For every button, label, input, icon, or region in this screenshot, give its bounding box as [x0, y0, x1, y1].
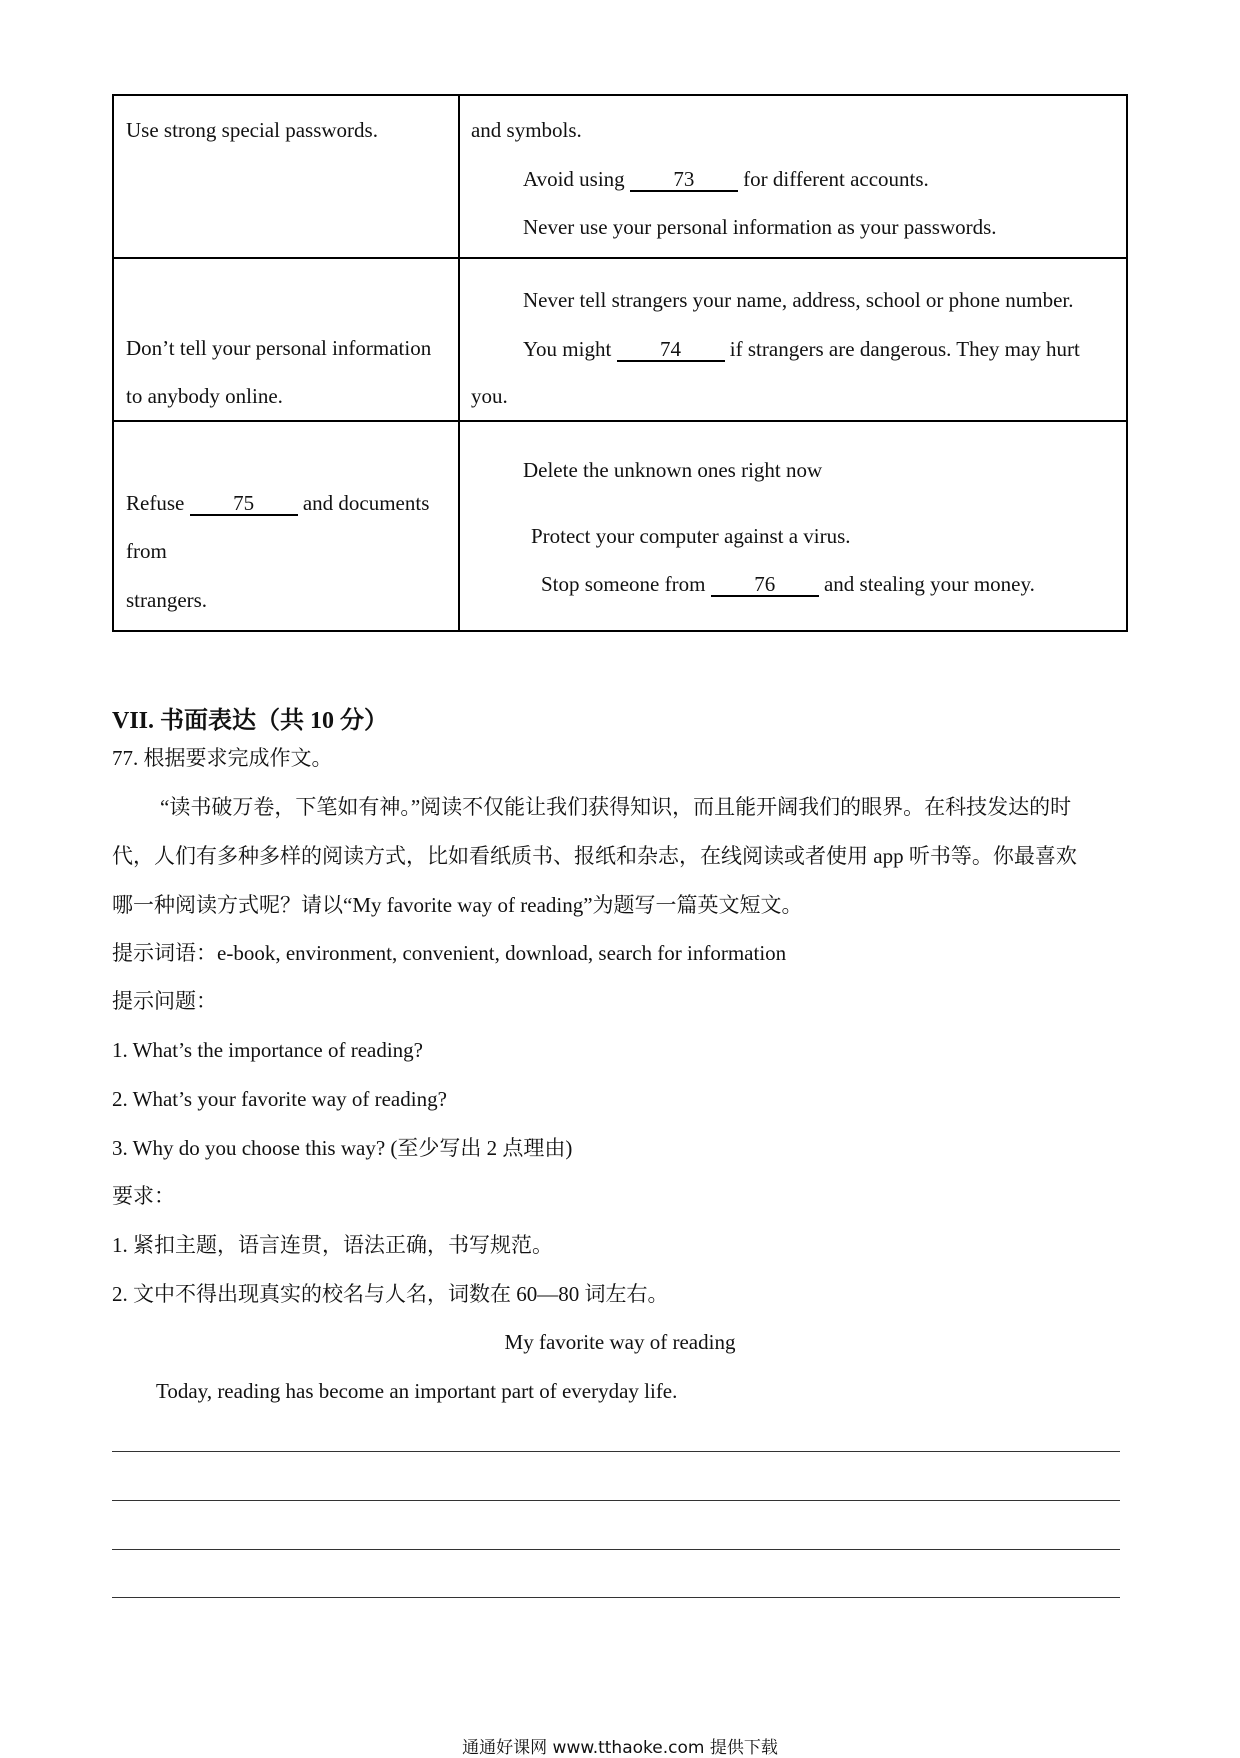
- cell-text: strangers.: [126, 588, 208, 612]
- cell-text: if strangers are dangerous. They may hurt: [729, 337, 1080, 361]
- table-cell-right: [459, 95, 1127, 258]
- table-cell-right: [459, 258, 1127, 421]
- requirement-item: 1. 紧扣主题，语言连贯，语法正确，书写规范。: [112, 1233, 553, 1257]
- cell-text: from: [126, 539, 167, 563]
- cell-text: Never tell strangers your name, address, school or phone number.: [522, 288, 1074, 312]
- essay-opening-sentence: Today, reading has become an important part of everyday life.: [156, 1379, 678, 1403]
- cell-text: Never use your personal information as your passwords.: [522, 215, 997, 239]
- answer-blank-73: 73: [630, 168, 738, 192]
- requirement-item: 2. 文中不得出现真实的校名与人名，词数在 60—80 词左右。: [112, 1282, 669, 1306]
- cell-text: and documents: [302, 491, 430, 515]
- hint-words: 提示词语：e-book, environment, convenient, download, search for information: [112, 941, 787, 965]
- table-row: [113, 258, 1127, 421]
- writing-line: [112, 1597, 1120, 1598]
- cell-text-with-blank: [523, 338, 1080, 362]
- cell-text: Don’t tell your personal information: [126, 336, 432, 360]
- essay-title: My favorite way of reading: [504, 1330, 736, 1354]
- cell-text: and symbols.: [470, 118, 582, 142]
- answer-blank-76: 76: [711, 573, 819, 597]
- hint-question: 3. Why do you choose this way? (至少写出 2 点理由): [112, 1136, 573, 1160]
- cell-text: Protect your computer against a virus.: [530, 524, 851, 548]
- answer-blank-74: 74: [617, 338, 725, 362]
- cell-text-with-blank: [126, 492, 429, 516]
- requirements-label: 要求：: [112, 1184, 175, 1208]
- table-cell-left: [113, 421, 459, 631]
- writing-line: [112, 1549, 1120, 1550]
- cell-text: Stop someone from: [540, 572, 706, 596]
- writing-line: [112, 1451, 1120, 1452]
- question-intro: 77. 根据要求完成作文。: [112, 746, 333, 770]
- cell-text: Refuse: [126, 491, 185, 515]
- table-cell-left: [113, 95, 459, 258]
- hint-question: 2. What’s your favorite way of reading?: [112, 1087, 447, 1111]
- writing-line: [112, 1500, 1120, 1501]
- table-row: [113, 95, 1127, 258]
- cell-text-with-blank: [523, 168, 929, 192]
- prompt-paragraph: 代，人们有多种多样的阅读方式，比如看纸质书、报纸和杂志，在线阅读或者使用 app 听书等。你最喜欢: [112, 844, 1077, 868]
- footer-watermark: 通通好课网 www.tthaoke.com 提供下载: [462, 1738, 778, 1758]
- prompt-paragraph: “读书破万卷，下笔如有神。”阅读不仅能让我们获得知识，而且能开阔我们的眼界。在科技发达的时: [160, 795, 1072, 819]
- prompt-paragraph: 哪一种阅读方式呢？请以“My favorite way of reading”为题写一篇英文短文。: [112, 893, 803, 917]
- safety-tips-table: [112, 94, 1128, 632]
- table-row: [113, 421, 1127, 631]
- cell-text: for different accounts.: [743, 167, 929, 191]
- cell-text: you.: [470, 384, 508, 408]
- table-cell-right: [459, 421, 1127, 631]
- cell-text-with-blank: [541, 573, 1035, 597]
- section-title: VII. 书面表达（共 10 分）: [112, 708, 389, 734]
- hint-questions-label: 提示问题：: [112, 989, 217, 1013]
- cell-text: Use strong special passwords.: [126, 118, 378, 142]
- hint-question: 1. What’s the importance of reading?: [112, 1038, 424, 1062]
- answer-blank-75: 75: [190, 492, 298, 516]
- cell-text: and stealing your money.: [823, 572, 1035, 596]
- cell-text: to anybody online.: [126, 384, 283, 408]
- cell-text: Avoid using: [522, 167, 625, 191]
- cell-text: You might: [522, 337, 612, 361]
- table-cell-left: [113, 258, 459, 421]
- cell-text: Delete the unknown ones right now: [522, 458, 823, 482]
